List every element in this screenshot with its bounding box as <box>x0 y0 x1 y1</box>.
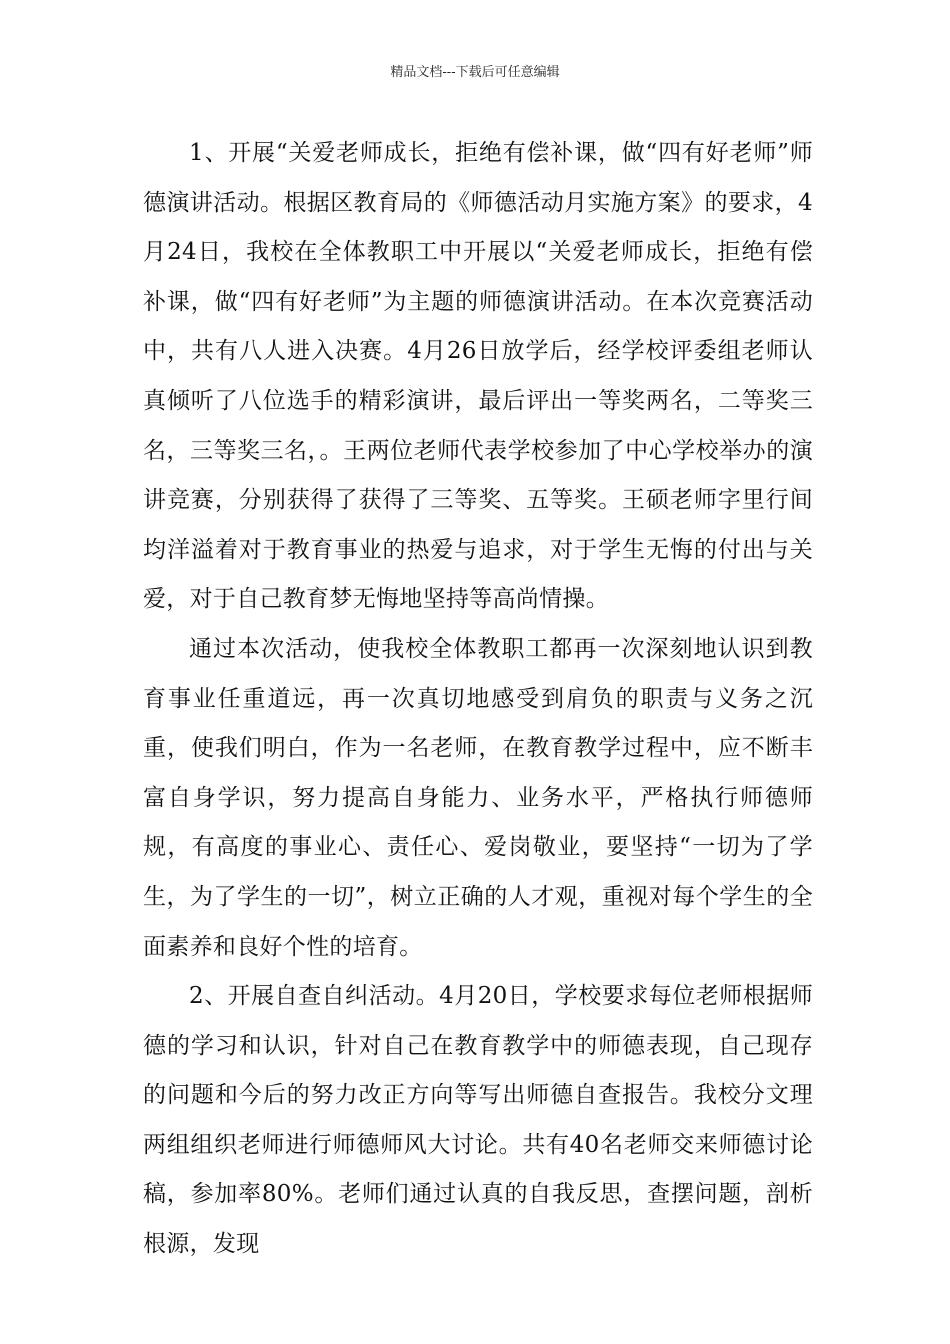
document-body <box>143 129 813 1270</box>
paragraph-activity-reflection: 通过本次活动，使我校全体教职工都再一次深刻地认识到教育事业任重道远，再一次真切地感受到肩负的职责与义务之沉重，使我们明白，作为一名老师，在教育教学过程中，应不断丰富自身学识，努力提高自身能力、业务水平，严格执行师德师规，有高度的事业心、责任心、爱岗敬业，要坚持“一切为了学生，为了学生的一切”，树立正确的人才观，重视对每个学生的全面素养和良好个性的培育。 <box>143 635 813 960</box>
page-header: 精品文档---下载后可任意编辑 <box>390 65 560 80</box>
paragraph-self-inspection: 2、开展自查自纠活动。4月20日，学校要求每位老师根据师德的学习和认识，针对自己在教育教学中的师德表现，自己现存的问题和今后的努力改正方向等写出师德自查报告。我校分文理两组组织老师进行师德师风大讨论。共有40名老师交来师德讨论稿，参加率80%。老师们通过认真的自我反思，查摆问题，剖析根源，发现 <box>143 983 813 1258</box>
paragraph-speech-activity: 1、开展“关爱老师成长，拒绝有偿补课，做“四有好老师”师德演讲活动。根据区教育局的《师德活动月实施方案》的要求，4月24日，我校在全体教职工中开展以“关爱老师成长，拒绝有偿补课，做“四有好老师”为主题的师德演讲活动。在本次竞赛活动中，共有八人进入决赛。4月26日放学后，经学校评委组老师认真倾听了八位选手的精彩演讲，最后评出一等奖两名，二等奖三名，三等奖三名，。王两位老师代表学校参加了中心学校举办的演讲竞赛，分别获得了获得了三等奖、五等奖。王硕老师字里行间均洋溢着对于教育事业的热爱与追求，对于学生无悔的付出与关爱，对于自己教育梦无悔地坚持等高尚情操。 <box>143 140 813 613</box>
